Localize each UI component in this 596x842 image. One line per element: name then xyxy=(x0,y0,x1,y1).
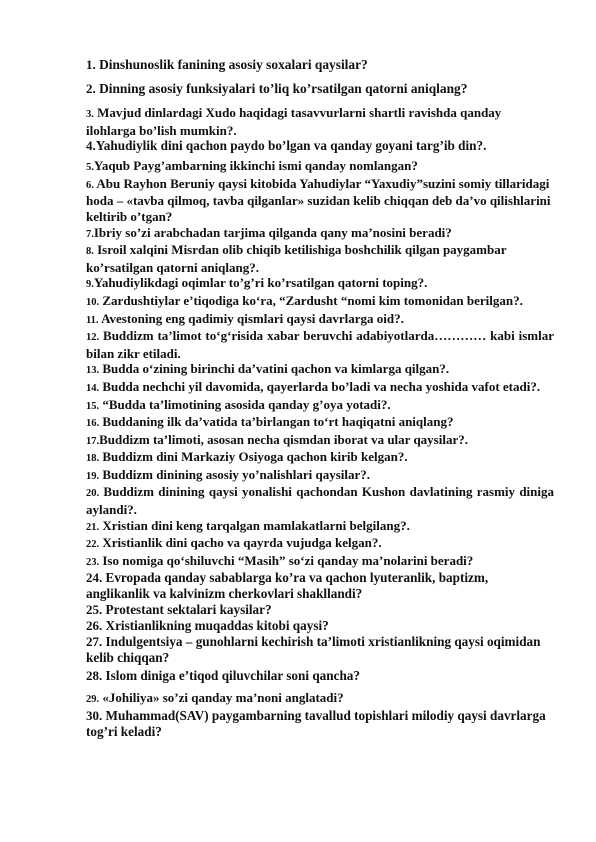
question-text: Ibriy so’zi arabchadan tarjima qilganda qany ma’nosini beradi? xyxy=(93,224,452,240)
question-item xyxy=(86,484,554,517)
question-number: 9. xyxy=(86,279,94,291)
question-item xyxy=(86,518,554,536)
question-text: Buddizm dinining qaysi yonalishi qachondan Kushon davlatining rasmiy diniga aylandi?. xyxy=(86,484,554,518)
question-number: 18. xyxy=(86,453,100,465)
question-number: 13. xyxy=(86,365,100,377)
question-number: 25. xyxy=(86,602,103,618)
question-number: 2. xyxy=(86,81,96,96)
question-text: Abu Rayhon Beruniy qaysi kitobida Yahudiylar “Yaxudiy”suzini somiy tillaridagi hoda – «tavba qilmoq, tavba qilganlar» suzidan kelib chiqqan deb da’vo qilishlarini keltirib o’tgan? xyxy=(86,175,551,224)
question-item xyxy=(86,690,554,708)
question-text: Buddizm ta’limot to‘g‘risida xabar beruvchi adabiyotlarda………… kabi ismlar bilan zikr etiladi. xyxy=(86,328,554,361)
question-number: 28. xyxy=(86,668,103,684)
question-number: 11. xyxy=(86,314,99,326)
question-number: 24. xyxy=(86,570,103,586)
question-number: 30. xyxy=(86,708,103,724)
question-text: Islom diniga e’tiqod qiluvchilar soni qancha? xyxy=(102,668,360,684)
question-text: Isroil xalqini Misrdan olib chiqib ketilishiga boshchilik qilgan paygambar ko’rsatilgan qatorni aniqlang?. xyxy=(86,242,507,275)
question-text: “Budda ta’limotining asosida qanday g’oya yotadi?. xyxy=(99,396,391,412)
question-item xyxy=(86,293,554,311)
question-number: 1. xyxy=(86,57,96,72)
question-number: 21. xyxy=(86,521,100,533)
question-text: Xristianlikning muqaddas kitobi qaysi? xyxy=(102,618,329,634)
question-item xyxy=(86,225,554,243)
question-item xyxy=(86,242,554,275)
question-number: 14. xyxy=(86,382,100,394)
question-item xyxy=(86,361,554,379)
question-text: Zardushtiylar e’tiqodiga ko‘ra, “Zardusht “nomi kim tomonidan berilgan?. xyxy=(99,292,523,308)
question-text: Mavjud dinlardagi Xudo haqidagi tasavvurlarni shartli ravishda qanday ilohlarga bo’lish mumkin?. xyxy=(86,105,502,138)
question-text: Iso nomiga qo‘shiluvchi “Masih” so‘zi qanday ma’nolarini beradi? xyxy=(99,552,474,568)
question-number: 23. xyxy=(86,556,100,568)
question-text: Yahudiylikdagi oqimlar to’g’ri ko’rsatilgan qatorni toping?. xyxy=(93,275,428,291)
question-item xyxy=(86,397,554,415)
question-number: 26. xyxy=(86,618,103,634)
question-text: «Johiliya» so’zi qanday ma’noni anglatadi? xyxy=(99,690,344,706)
question-item xyxy=(86,634,554,666)
question-number: 27. xyxy=(86,634,103,650)
question-text: Xristianlik dini qacho va qayrda vujudga kelgan?. xyxy=(99,535,382,551)
question-item xyxy=(86,449,554,467)
question-item xyxy=(86,328,554,361)
question-item xyxy=(86,105,554,138)
question-text: Xristian dini keng tarqalgan mamlakatlarni belgilang?. xyxy=(99,517,410,533)
question-text: Budda nechchi yil davomida, qayerlarda bo’ladi va necha yoshida vafot etadi?. xyxy=(99,378,541,394)
question-text: Buddizm dinining asosiy yo’nalishlari qaysilar?. xyxy=(99,466,371,482)
question-text: Buddizm ta’limoti, asosan necha qismdan iborat va ular qaysilar?. xyxy=(99,431,468,447)
question-item xyxy=(86,708,554,740)
question-number: 22. xyxy=(86,539,100,551)
question-item xyxy=(86,138,554,154)
question-number: 3. xyxy=(86,109,94,120)
question-number: 17. xyxy=(86,435,100,447)
question-item xyxy=(86,553,554,571)
question-number: 4. xyxy=(86,138,96,154)
question-item xyxy=(86,414,554,432)
question-item xyxy=(86,570,554,602)
question-number: 16. xyxy=(86,418,100,430)
question-item xyxy=(86,311,554,329)
question-text: Yaqub Payg’ambarning ikkinchi ismi qanday nomlangan? xyxy=(93,158,418,174)
question-text: Buddaning ilk da’vatida ta’birlangan to‘rt haqiqatni aniqlang? xyxy=(99,414,454,430)
question-item xyxy=(86,467,554,485)
question-text: Yahudiylik dini qachon paydo bo’lgan va qanday goyani targ’ib din?. xyxy=(95,138,487,154)
question-text: Avestoning eng qadimiy qismlari qaysi davrlarga oid?. xyxy=(98,310,404,326)
question-number: 29. xyxy=(86,694,100,706)
question-item xyxy=(86,602,554,618)
question-text: Budda o‘zining birinchi da’vatini qachon va kimlarga qilgan?. xyxy=(99,361,450,377)
question-text: Buddizm dini Markaziy Osiyoga qachon kirib kelgan?. xyxy=(99,449,408,465)
question-number: 15. xyxy=(86,400,100,412)
question-text: Indulgentsiya – gunohlarni kechirish ta’limoti xristianlikning qaysi oqimidan kelib chiqqan? xyxy=(86,634,541,666)
question-item xyxy=(86,432,554,450)
question-number: 5. xyxy=(86,162,94,174)
question-text: Muhammad(SAV) paygambarning tavallud topishlari milodiy qaysi davrlarga tog’ri keladi? xyxy=(86,708,546,740)
question-item xyxy=(86,668,554,684)
question-number: 8. xyxy=(86,246,94,258)
question-number: 20. xyxy=(86,488,100,500)
question-number: 12. xyxy=(86,332,100,344)
question-item xyxy=(86,275,554,293)
question-item xyxy=(86,57,554,73)
question-number: 10. xyxy=(86,296,100,308)
question-number: 6. xyxy=(86,179,94,191)
question-text: Evropada qanday sabablarga ko’ra va qachon lyuteranlik, baptizm, anglikanlik va kalvinizm cherkovlari shakllandi? xyxy=(86,570,489,602)
question-text: Dinshunoslik fanining asosiy soxalari qaysilar? xyxy=(95,57,368,72)
question-item xyxy=(86,81,554,97)
question-text: Protestant sektalari kaysilar? xyxy=(102,602,272,618)
question-item xyxy=(86,618,554,634)
question-item xyxy=(86,535,554,553)
question-item xyxy=(86,176,554,225)
question-text: Dinning asosiy funksiyalari to’liq ko’rsatilgan qatorni aniqlang? xyxy=(95,81,468,96)
question-item xyxy=(86,379,554,397)
question-number: 19. xyxy=(86,470,100,482)
question-item xyxy=(86,158,554,176)
question-number: 7. xyxy=(86,228,94,240)
question-list xyxy=(86,57,554,740)
